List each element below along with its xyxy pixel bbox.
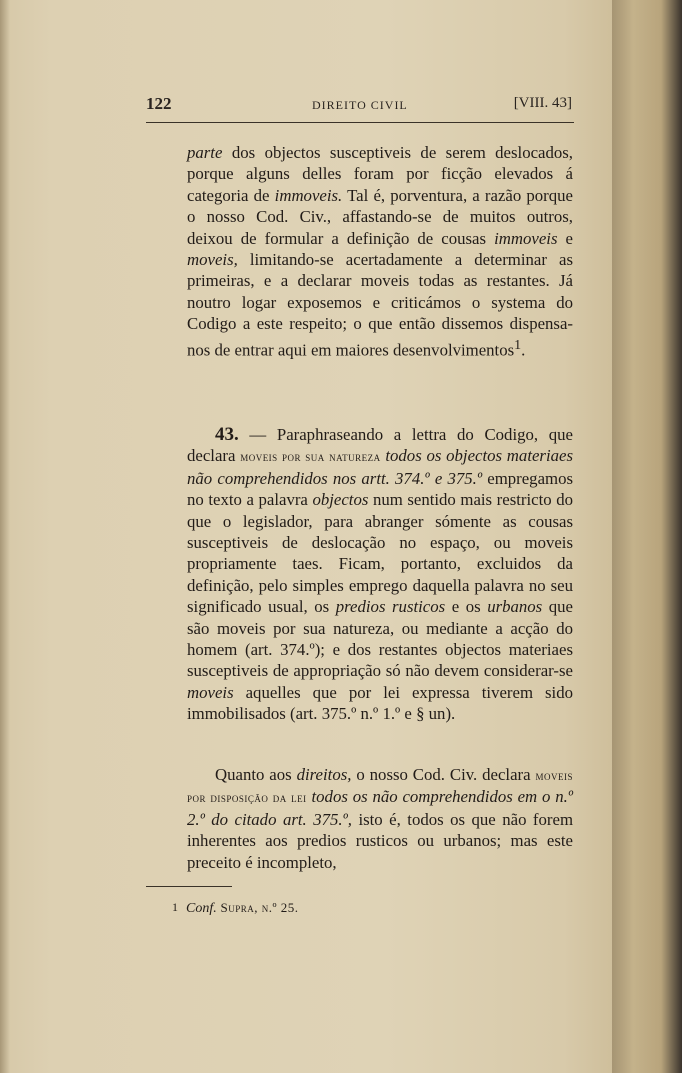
italic-word: direitos, [296,765,352,784]
italic-word: moveis, [187,250,238,270]
footnote-text [186,900,299,917]
text-run: limitando-se acertadamente a determinar as primeiras, e a declarar moveis todas as restantes. Já noutro logar exposemos e criticámos o systema do Codigo a este respeito; o que então dissemos dispensa-nos de entrar aqui em maiores desenvolvimentos [187,250,573,360]
footnote-reference: 1 [514,337,522,353]
page-binding-shadow [0,0,10,1073]
italic-word: moveis [187,682,234,702]
text-run: Quanto aos [215,765,297,784]
text-run: Tal é, porventura, a razão porque o nosso Cod. Civ., affastando-se de muitos outros, deixou de formular a definição de cousas [187,185,573,248]
small-caps-term: moveis por disposição da lei [187,768,573,806]
section-number: 43. [215,424,239,445]
section-reference: [VIII. 43] [513,95,572,111]
italic-word: Conf. [186,901,217,916]
text-run: e os [445,597,488,617]
footnote-mark: 1 [172,900,178,914]
text-run: que são moveis por sua natureza, ou mediante a acção do homem (art. 374.º); e dos restantes objectos materiaes susceptiveis de appropriação só não devem considerar-se [187,597,573,681]
paragraph-section-43 [187,424,573,725]
italic-phrase: todos os não comprehendidos em o n.º 2.º do citado art. 375.º, [187,787,573,829]
header-rule [146,122,574,123]
running-title: DIREITO CIVIL [312,98,408,112]
text-run: . [521,340,526,360]
italic-word: immoveis [494,228,558,248]
paragraph-direitos [187,764,573,873]
running-header [146,94,572,118]
italic-word: parte [187,143,223,162]
paragraph-continuation [187,142,573,361]
text-run: empregamos no texto a palavra [187,468,573,510]
italic-word: urbanos [487,597,543,617]
italic-word: objectos [312,490,369,510]
text-run: e [557,228,573,248]
italic-word: immoveis. [274,185,343,205]
footnote-rule [146,886,232,887]
text-run: num sentido mais restricto do que o legislador, para abranger sómente as cousas susceptiveis de deslocação no espaço, ou moveis propriamente taes. Ficam, portanto, excluidos da definição, pelo simples emprego daquella palavra no seu significado usual, os [187,490,573,617]
italic-phrase: todos os objectos materiaes não comprehendidos nos artt. 374.º e 375.º [187,446,573,488]
page-number: 122 [146,94,172,113]
small-caps-term: Supra, n.º 25. [216,900,299,915]
text-run: isto é, todos os que não forem inherentes aos predios rusticos ou urbanos; mas este preceito é incompleto, [187,809,573,872]
italic-phrase: predios rusticos [335,597,446,617]
text-run: — Paraphraseando a lettra do Codigo, que declara [187,425,573,466]
text-run: aquelles que por lei expressa tiverem sido immobilisados (art. 375.º n.º 1.º e § un). [187,682,573,724]
small-caps-term: moveis por sua natureza [240,449,381,465]
text-run: dos objectos susceptiveis de serem deslocados, porque alguns delles foram por ficção elevados á categoria de [187,143,573,205]
text-run: o nosso Cod. Civ. declara [351,765,536,784]
page-edge-stack [612,0,682,1073]
